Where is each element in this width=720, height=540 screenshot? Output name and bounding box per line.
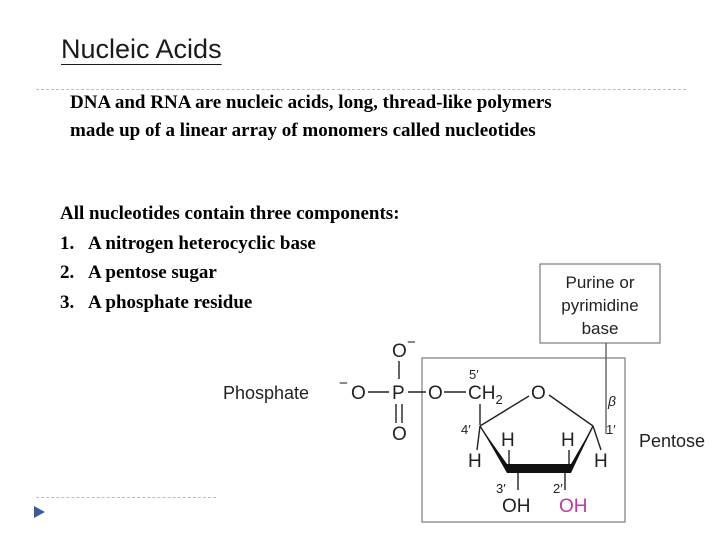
component-item — [60, 229, 530, 259]
component-number: 3. — [60, 291, 75, 313]
atom-o-left: O — [351, 383, 366, 404]
bond-c1-h — [593, 426, 601, 450]
bond-o-c1 — [549, 395, 593, 426]
atom-p: P — [392, 383, 405, 404]
position-5-prime: 5′ — [469, 367, 479, 382]
intro-paragraph — [70, 89, 690, 145]
beta-label: β — [608, 393, 616, 409]
position-4-prime: 4′ — [461, 422, 471, 437]
component-text: A pentose sugar — [88, 262, 217, 283]
minus-sign-left: − — [339, 375, 348, 392]
minus-sign-top: − — [407, 334, 416, 351]
base-label-line-2: pyrimidine — [561, 296, 639, 315]
component-text: A phosphate residue — [88, 291, 253, 313]
base-label-line-1: Purine or — [565, 273, 635, 292]
component-text: A nitrogen heterocyclic base — [88, 232, 316, 254]
nucleotide-diagram — [215, 258, 720, 528]
base-label-line-3: base — [581, 319, 619, 338]
component-number: 1. — [60, 232, 75, 254]
atom-h-c2-top: H — [561, 430, 575, 451]
ch2-subscript: 2 — [495, 392, 503, 407]
atom-o-top: O — [392, 341, 407, 362]
atom-oh-2: OH — [559, 496, 588, 517]
triangle-bullet-icon — [32, 505, 46, 519]
atom-o-bridge: O — [428, 383, 443, 404]
pentose-label: Pentose — [639, 431, 706, 451]
position-1-prime: 1′ — [606, 422, 616, 437]
atom-h-c1: H — [594, 451, 608, 472]
atom-h-c4-top: H — [501, 430, 515, 451]
slide-title: Nucleic Acids — [61, 34, 222, 64]
component-number: 2. — [60, 262, 75, 283]
bond-c4-h — [477, 426, 480, 450]
atom-o-bottom: O — [392, 424, 407, 445]
atom-o-ring: O — [531, 383, 546, 404]
intro-line-2: made up of a linear array of monomers called nucleotides — [70, 120, 536, 141]
bond-c3-c2-bold — [507, 464, 571, 473]
components-heading: All nucleotides contain three components: — [60, 203, 400, 224]
position-2-prime: 2′ — [553, 481, 563, 496]
atom-oh-3: OH — [502, 496, 531, 517]
position-3-prime: 3′ — [496, 481, 506, 496]
phosphate-label: Phosphate — [223, 383, 310, 403]
atom-h-c4: H — [468, 451, 482, 472]
ch2-text: CH — [468, 383, 496, 404]
atom-ch2 — [468, 383, 503, 407]
intro-line-1: DNA and RNA are nucleic acids, long, thread-like polymers — [70, 92, 552, 113]
footer-divider — [36, 497, 216, 498]
